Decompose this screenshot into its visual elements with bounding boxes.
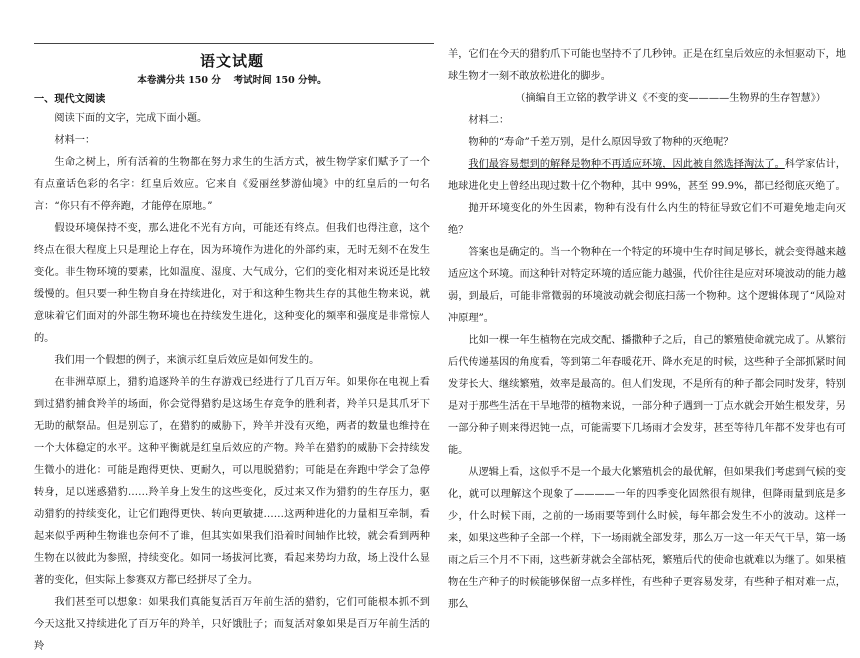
paragraph: 羊，它们在今天的猎豹爪下可能也坚持不了几秒钟。正是在红皇后效应的永恒驱动下，地球生物才一刻不敢放松进化的脚步。 [448, 49, 846, 82]
question-line: 物种的“寿命”千差万别，是什么原因导致了物种的灭绝呢？ [468, 137, 734, 148]
right-column [448, 44, 846, 616]
page-title: 语文试题 [199, 52, 264, 70]
paragraph: 比如一棵一年生植物在完成交配、播撒种子之后，自己的繁殖使命就完成了。从繁衍后代传递基因的角度看，等到第二年春暖花开、降水充足的时候，这些种子全部抓紧时间发芽长大、继续繁殖，效率是最高的。但人们发现，不是所有的种子都会同时发芽，特别是对于那些生活在干旱地带的植物来说，一部分种子遇到一丁点水就会开始生根发芽，另一部分种子则来得迟钝一点，可能需要下几场雨才会发芽，甚至等待几年都不发芽也有可能。 [448, 335, 846, 456]
paragraph: 生命之树上，所有活着的生物都在努力求生的生活方式，被生物学家们赋予了一个有点童话色彩的名字：红皇后效应。它来自《爱丽丝梦游仙境》中的红皇后的一句名言：“你只有不停奔跑，才能停在原地。” [34, 157, 430, 212]
paragraph: 从逻辑上看，这似乎不是一个最大化繁殖机会的最优解，但如果我们考虑到气候的变化，就可以理解这个现象了————一年的四季变化固然很有规律，但降雨量到底是多少，什么时候下雨，之前的一场雨要等到什么时候，每年都会发生不小的波动。这样一来，如果这些种子全部一个样，下一场雨就全部发芽，那么万一这一年天气干旱，第一场雨之后三个月不下雨，这些新芽就会全部枯死，繁殖后代的使命也就难以为继了。如果植物在生产种子的时候能够保留一点多样性，有些种子更容易发芽，有些种子相对难一点，那么 [448, 467, 846, 610]
top-rule [34, 43, 434, 44]
paragraph: 我们用一个假想的例子，来演示红皇后效应是如何发生的。 [54, 355, 320, 366]
paragraph: 在非洲草原上，猎豹追逐羚羊的生存游戏已经进行了几百万年。如果你在电视上看到过猎豹捕食羚羊的场面，你会觉得猎豹是这场生存竞争的胜利者，羚羊只是其爪牙下无助的献祭品。但是别忘了，在猎豹的威胁下，羚羊并没有灭绝，两者的数量也维持在一个大体稳定的水平。这种平衡就是红皇后效应的产物。羚羊在猎豹的威胁下会持续发生微小的进化：可能是跑得更快、更耐久，可以甩脱猎豹；可能是在奔跑中学会了急停转身，足以迷惑猎豹……羚羊身上发生的这些变化，反过来又作为猎豹的生存压力，驱动猎豹的持续变化，让它们跑得更快、转向更敏捷……这两种进化的力量相互牵制，看起来似乎两种生物谁也奈何不了谁，但其实如果我们沿着时间轴作比较，就会看到两种生物在以彼此为参照，持续变化。如同一场拔河比赛，看起来势均力敌，场上没什么显著的变化，但实际上参赛双方都已经拼尽了全力。 [34, 377, 430, 586]
paragraph: 假设环境保持不变，那么进化不光有方向，可能还有终点。但我们也得注意，这个终点在很大程度上只是理论上存在，因为环境作为进化的外部约束，无时无刻不在发生变化。非生物环境的要素，比如温度、湿度、大气成分，它们的变化相对来说还是比较缓慢的。但只要一种生物自身在持续进化，对于和这种生物共生存的其他生物来说，就意味着它们面对的外部生物环境也在持续发生进化，这种变化的频率和强度是非常惊人的。 [34, 223, 430, 344]
paragraph [448, 154, 846, 198]
paragraph: 抛开环境变化的外生因素，物种有没有什么内生的特征导致它们不可避免地走向灭绝？ [448, 203, 846, 236]
paragraph-continuation: 科学家估计，地球进化史上曾经出现过数十亿个物种，其中 99%，甚至 99.9%，都已经彻底灭绝了。 [448, 159, 846, 192]
instruction: 阅读下面的文字，完成下面小题。 [54, 113, 208, 124]
underlined-sentence: 我们最容易想到的解释是物种不再适应环境，因此被自然选择淘汰了。 [468, 159, 785, 170]
source-citation: （摘编自王立铭的教学讲义《不变的变————生物界的生存智慧》） [515, 93, 826, 104]
left-column [34, 50, 430, 658]
material-one-label: 材料一： [54, 135, 96, 146]
material-two-label: 材料二： [468, 115, 510, 126]
paragraph: 我们甚至可以想象：如果我们真能复活百万年前生活的猎豹，它们可能根本抓不到今天这批又持续进化了百万年的羚羊，只好饿肚子；而复活对象如果是百万年前生活的羚 [34, 597, 430, 652]
section-heading: 一、现代文阅读 [34, 93, 106, 105]
exam-meta: 本卷满分共 150 分 考试时间 150 分钟。 [137, 75, 327, 86]
paragraph: 答案也是确定的。当一个物种在一个特定的环境中生存时间足够长，就会变得越来越适应这个环境。而这种针对特定环境的适应能力越强，代价往往是应对环境波动的能力越弱，到最后，可能非常微弱的环境波动就会彻底扫荡一个物种。这个逻辑体现了“风险对冲原理”。 [448, 247, 846, 324]
